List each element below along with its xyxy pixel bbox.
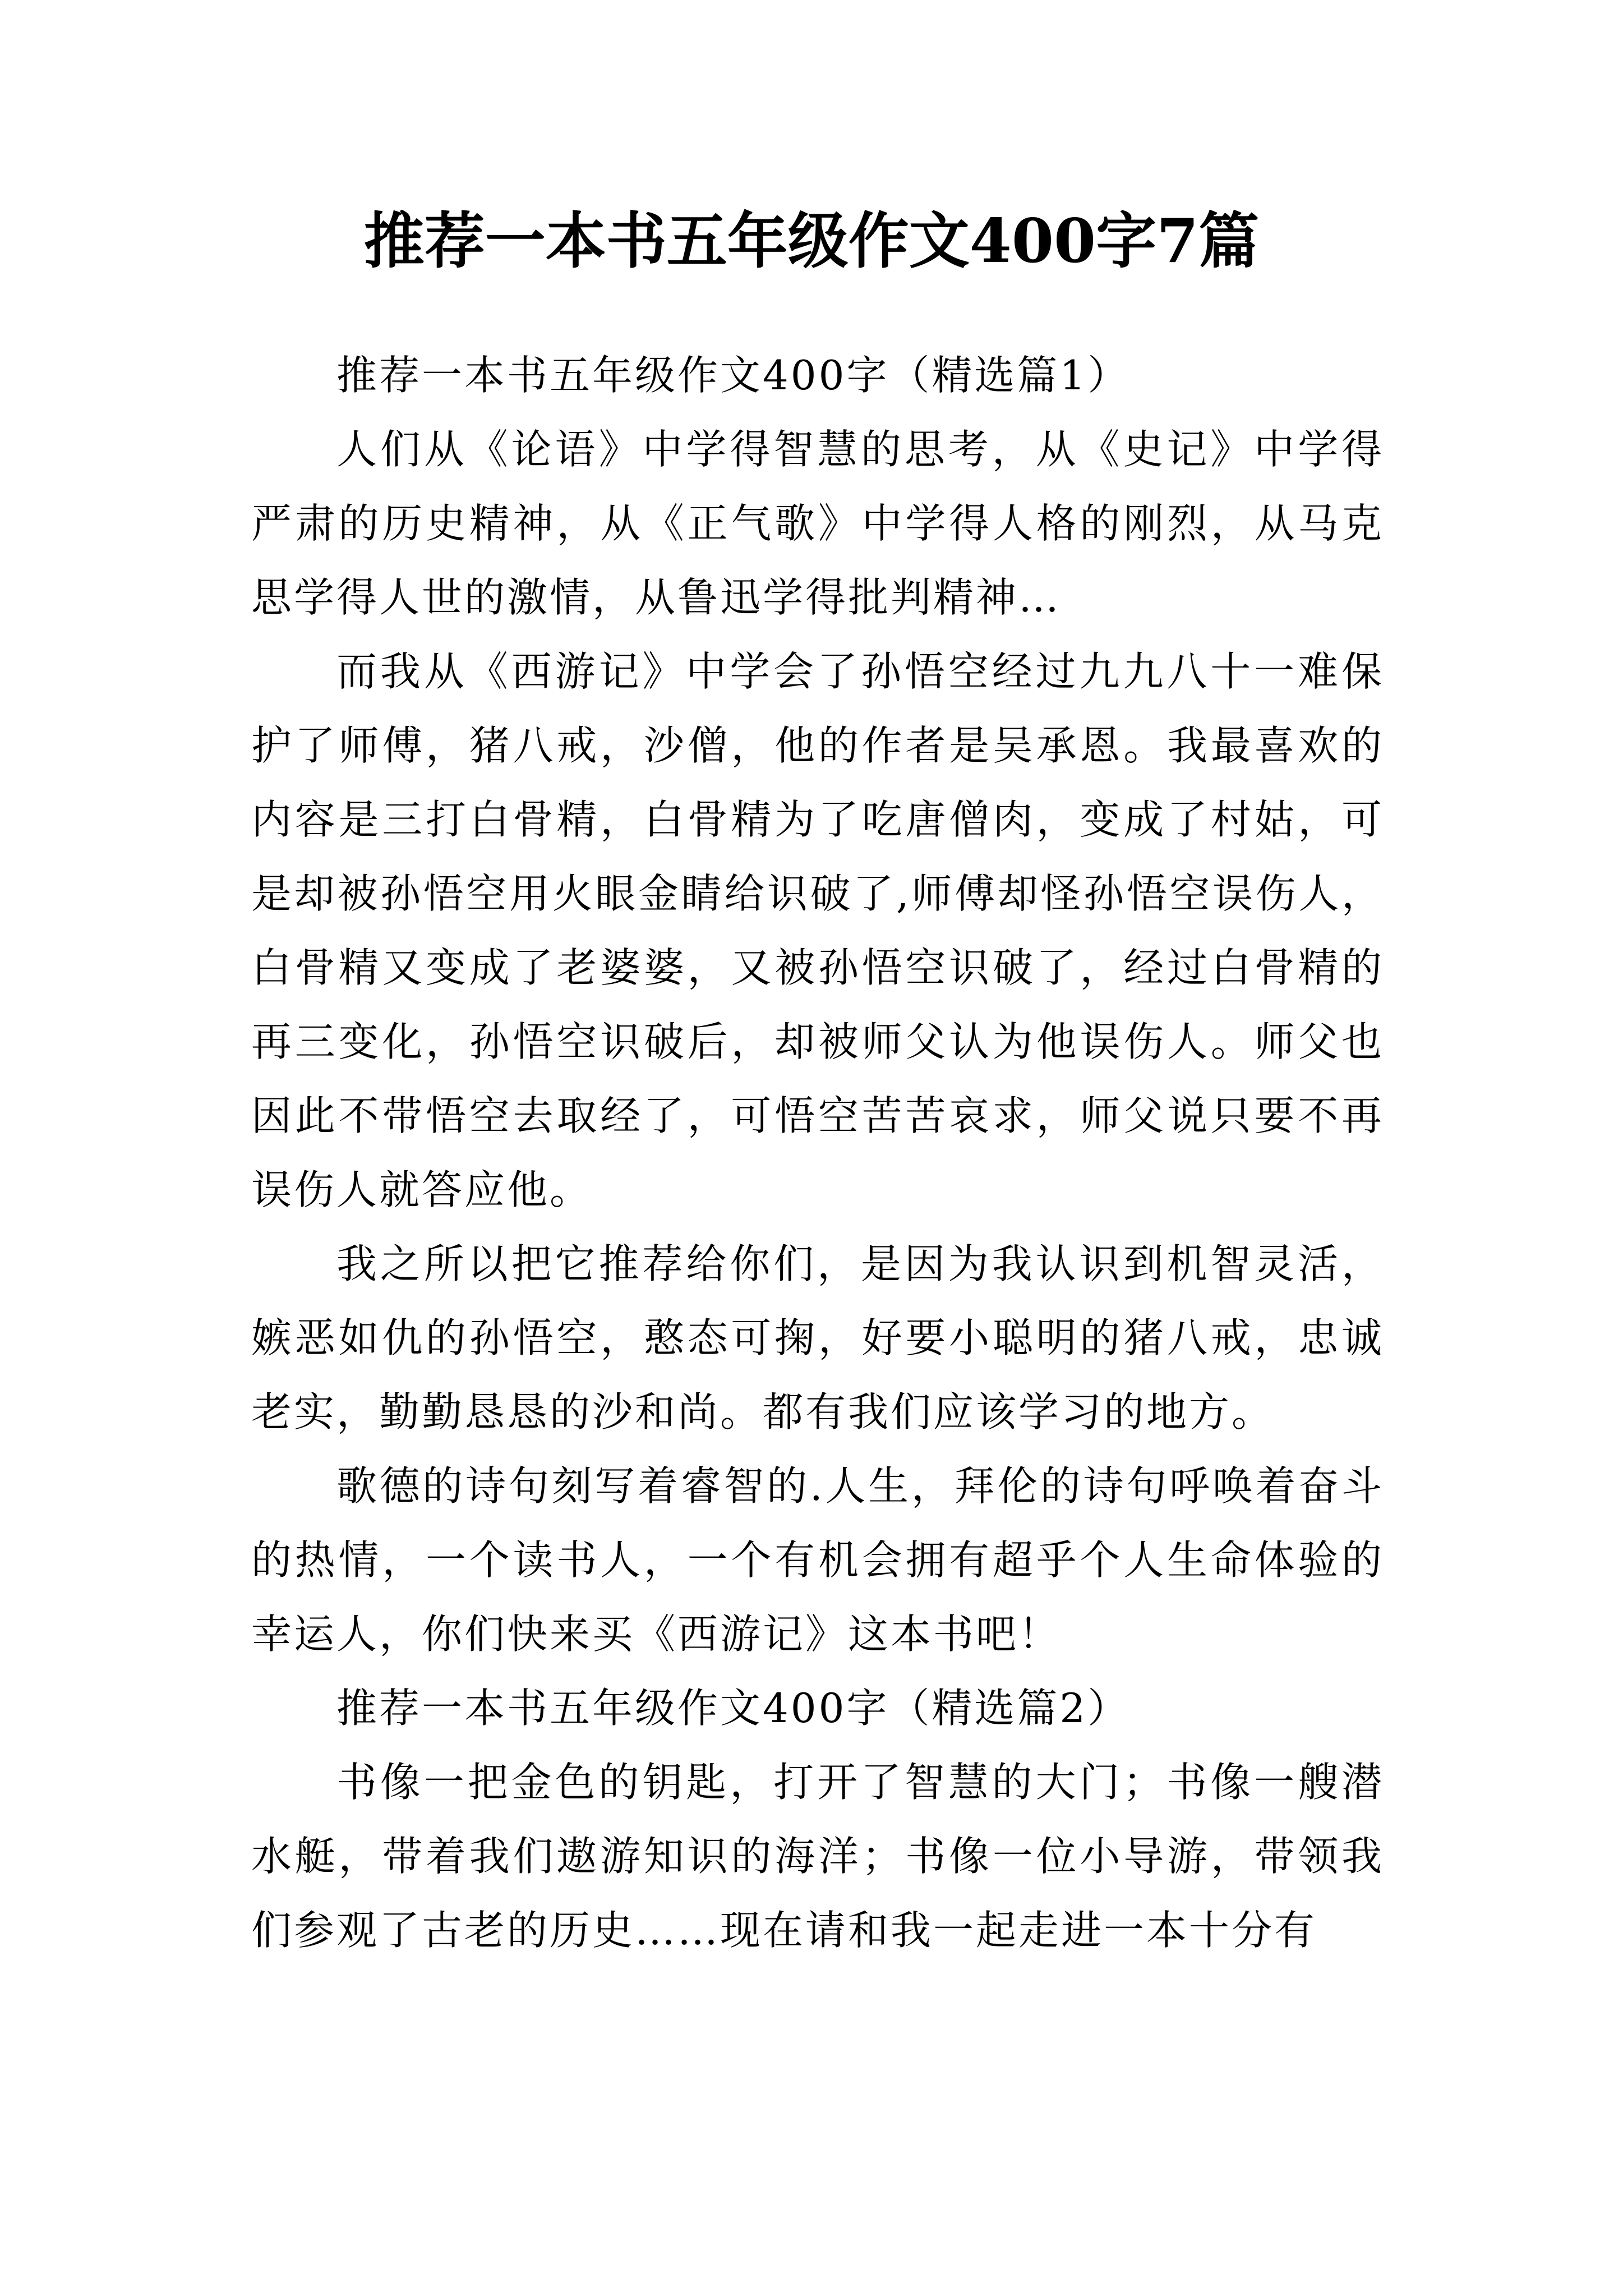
paragraph: 书像一把金色的钥匙，打开了智慧的大门；书像一艘潜水艇，带着我们遨游知识的海洋；书像一位小导游，带领我们参观了古老的历史……现在请和我一起走进一本十分有 xyxy=(251,1759,1384,1954)
section-heading-2: 推荐一本书五年级作文400字（精选篇2） xyxy=(336,1685,1131,1732)
section-heading-1: 推荐一本书五年级作文400字（精选篇1） xyxy=(336,352,1131,399)
document-title: 推荐一本书五年级作文400字7篇 xyxy=(363,206,1260,277)
paragraph: 歌德的诗句刻写着睿智的.人生，拜伦的诗句呼唤着奋斗的热情，一个读书人，一个有机会拥有超乎个人生命体验的幸运人，你们快来买《西游记》这本书吧！ xyxy=(251,1462,1384,1658)
paragraph: 人们从《论语》中学得智慧的思考，从《史记》中学得严肃的历史精神，从《正气歌》中学得人格的刚烈，从马克思学得人世的激情，从鲁迅学得批判精神… xyxy=(251,426,1384,621)
document-body xyxy=(251,338,1384,1967)
paragraph: 我之所以把它推荐给你们，是因为我认识到机智灵活，嫉恶如仇的孙悟空，憨态可掬，好要小聪明的猪八戒，忠诚老实，勤勤恳恳的沙和尚。都有我们应该学习的地方。 xyxy=(251,1240,1384,1435)
paragraph: 而我从《西游记》中学会了孙悟空经过九九八十一难保护了师傅，猪八戒，沙僧，他的作者是吴承恩。我最喜欢的内容是三打白骨精，白骨精为了吃唐僧肉，变成了村姑，可是却被孙悟空用火眼金睛给识破了,师傅却怪孙悟空误伤人，白骨精又变成了老婆婆，又被孙悟空识破了，经过白骨精的再三变化，孙悟空识破后，却被师父认为他误伤人。师父也因此不带悟空去取经了，可悟空苦苦哀求，师父说只要不再误伤人就答应他。 xyxy=(251,648,1384,1213)
